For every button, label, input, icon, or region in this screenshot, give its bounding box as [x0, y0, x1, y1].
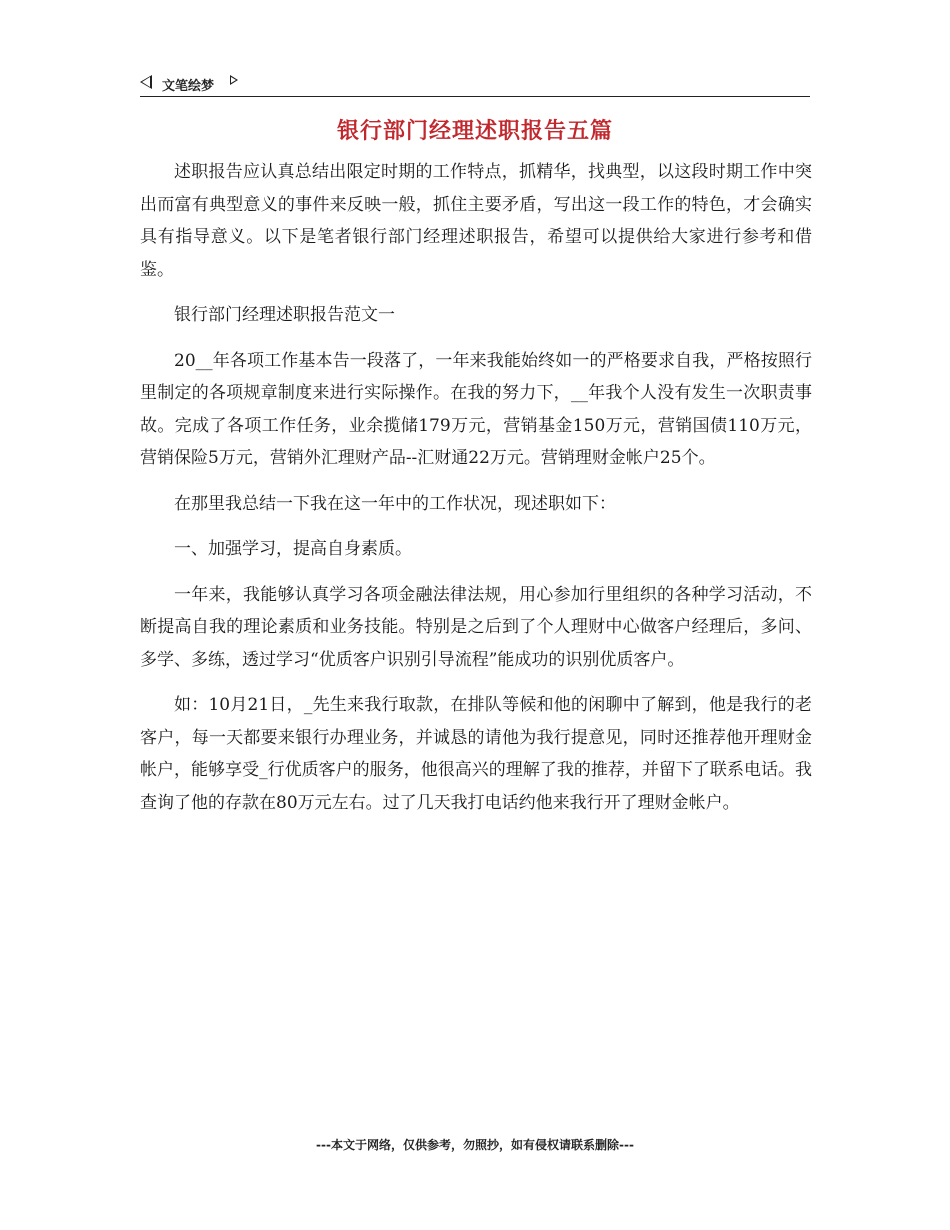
- page-header: [140, 72, 810, 97]
- page-footer: ---本文于网络，仅供参考，勿照抄，如有侵权请联系删除---: [316, 1138, 634, 1152]
- paragraph-report-intro: 在那里我总结一下我在这一年中的工作状况，现述职如下：: [174, 493, 616, 514]
- paragraph-section-heading: 银行部门经理述职报告范文一: [174, 305, 395, 325]
- paragraph-summary: 20__年各项工作基本告一段落了，一年来我能始终如一的严格要求自我，严格按照行里制定的各项规章制度来进行实际操作。在我的努力下，__年我个人没有发生一次职责事故。完成了各项工作任务，业余揽储179万元，营销基金150万元，营销国债110万元，营销保险5万元，营销外汇理财产品--汇财通22万元。营销理财金帐户25个。: [140, 350, 812, 468]
- document-body: [140, 156, 812, 832]
- paragraph-example: 如：10月21日，_先生来我行取款，在排队等候和他的闲聊中了解到，他是我行的老客户，每一天都要来银行办理业务，并诚恳的请他为我行提意见，同时还推荐他开理财金帐户，能够享受_行优质客户的服务，他很高兴的理解了我的推荐，并留下了联系电话。我查询了他的存款在80万元左右。过了几天我打电话约他来我行开了理财金帐户。: [140, 695, 812, 813]
- triangle-right-icon: [230, 75, 238, 85]
- paragraph-point-one: 一、加强学习，提高自身素质。: [174, 539, 412, 559]
- brand-label: 文笔绘梦: [162, 79, 215, 94]
- paragraph-intro: 述职报告应认真总结出限定时期的工作特点，抓精华，找典型，以这段时期工作中突出而富有典型意义的事件来反映一般，抓住主要矛盾，写出这一段工作的特色，才会确实具有指导意义。以下是笔者银行部门经理述职报告，希望可以提供给大家进行参考和借鉴。: [140, 162, 812, 280]
- triangle-left-icon: [140, 75, 152, 89]
- document-title: 银行部门经理述职报告五篇: [336, 119, 613, 144]
- paragraph-learning: 一年来，我能够认真学习各项金融法律法规，用心参加行里组织的各种学习活动，不断提高自我的理论素质和业务技能。特别是之后到了个人理财中心做客户经理后，多问、多学、多练，透过学习“优质客户识别引导流程”能成功的识别优质客户。: [140, 584, 812, 670]
